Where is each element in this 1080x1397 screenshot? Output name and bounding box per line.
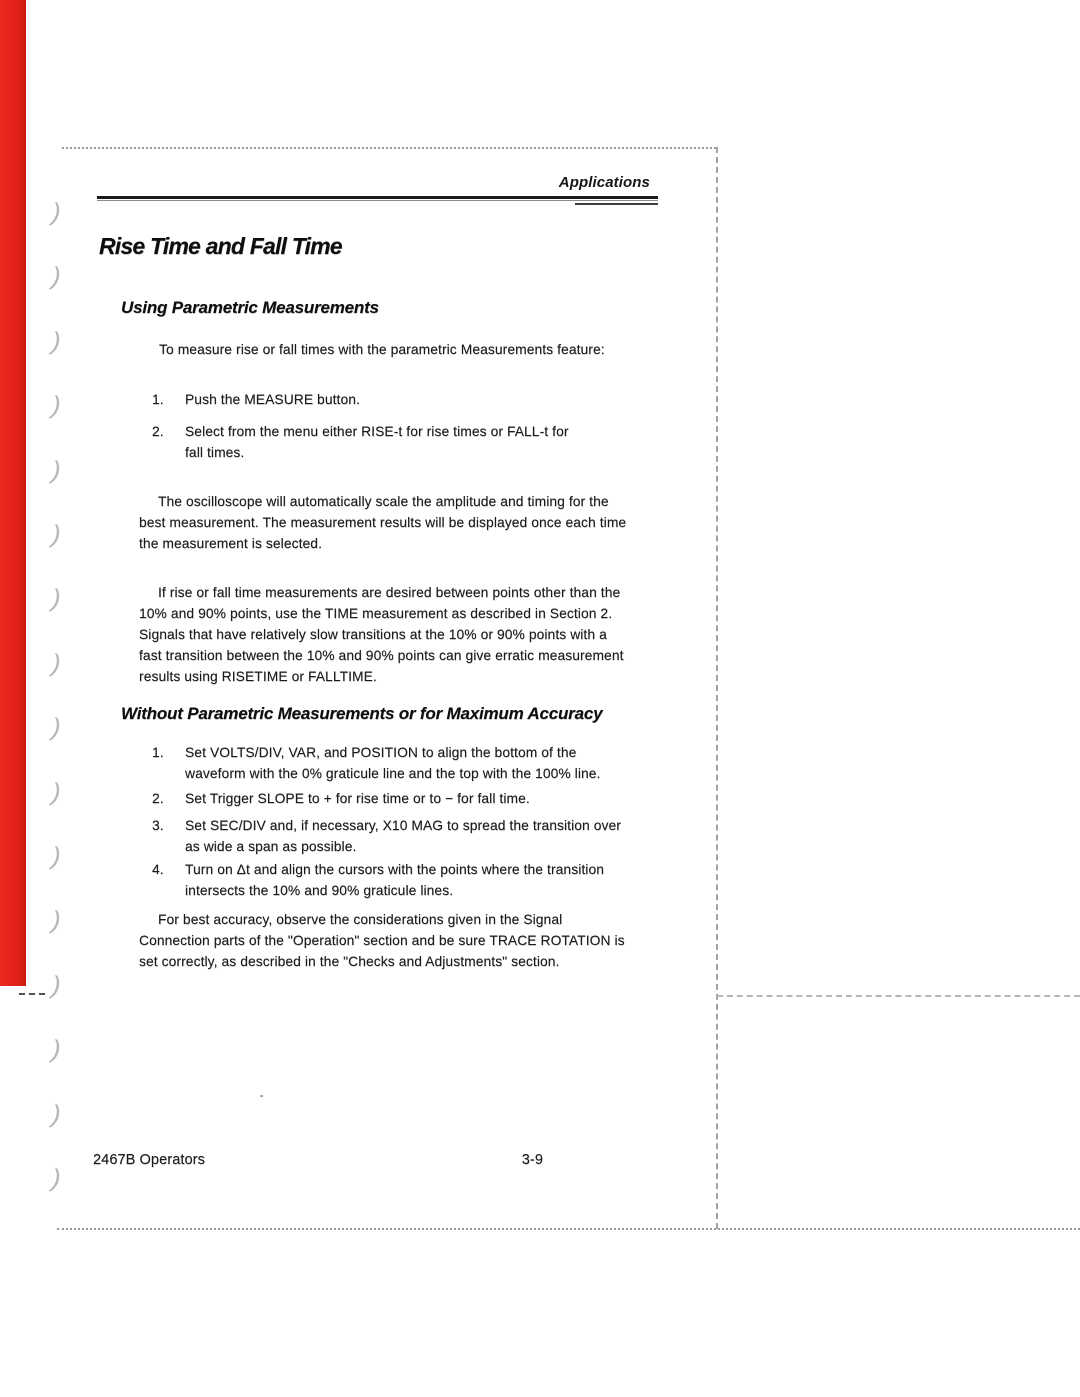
footer-document-name: 2467B Operators — [93, 1152, 205, 1168]
binding-mark-icon: ) — [50, 262, 62, 292]
binding-mark-icon: ) — [50, 970, 62, 1000]
paragraph: For best accuracy, observe the considerations given in the Signal Connection parts of the "Operation" section and be sure TRACE ROTATION is set correctly, as described in the "Checks and Adjustments" section. — [139, 912, 625, 969]
header-rule — [97, 196, 658, 199]
binding-mark-icon: ) — [50, 777, 62, 807]
binding-mark-icon: ) — [50, 713, 62, 742]
binding-mark-icon: ) — [50, 455, 62, 485]
intro-paragraph: To measure rise or fall times with the parametric Measurements feature: — [159, 342, 605, 357]
binding-mark-icon: ) — [50, 906, 62, 936]
underlying-sheet-edge-line — [717, 995, 1080, 997]
binding-mark-icon: ) — [50, 1099, 62, 1129]
list-item: Push the MEASURE button. — [185, 392, 360, 407]
paragraph: If rise or fall time measurements are desired between points other than the 10% and 90% points, use the TIME measurement as described in Section 2. Signals that have relatively slow transitions at the 10% or 90% points with a fast transition between the 10% and 90% points can give erratic measurement results using RISETIME or FALLTIME. — [139, 585, 624, 684]
scan-speck — [260, 1095, 263, 1097]
list-item: Set SEC/DIV and, if necessary, X10 MAG to spread the transition over as wide a span as possible. — [185, 818, 621, 854]
list-item: Turn on Δt and align the cursors with the points where the transition intersects the 10% and 90% graticule lines. — [185, 862, 605, 898]
section-heading-using-parametric: Using Parametric Measurements — [121, 298, 379, 317]
binding-mark-icon: ) — [50, 584, 62, 614]
page-edge-dotted-line-bottom — [57, 1228, 1080, 1230]
red-binding-stripe — [0, 0, 26, 986]
footer-page-number: 3-9 — [521, 1152, 543, 1168]
list-number: 3. — [152, 818, 164, 833]
list-number: 2. — [152, 791, 164, 806]
binding-mark-icon: ) — [50, 391, 62, 420]
list-number: 2. — [152, 424, 164, 439]
page-edge-line-right — [716, 147, 718, 1229]
binding-mark-icon: ) — [50, 520, 62, 549]
header-rule-shadow — [97, 200, 658, 201]
list-item: Set VOLTS/DIV, VAR, and POSITION to align the bottom of the waveform with the 0% graticule line and the top with the 100% line. — [185, 745, 601, 781]
running-header: Applications — [558, 174, 650, 191]
list-number: 1. — [152, 392, 164, 407]
binding-mark-icon: ) — [50, 1035, 62, 1064]
list-number: 1. — [152, 745, 164, 760]
page-edge-dotted-line-top — [62, 147, 716, 149]
left-margin-dash-mark — [19, 993, 45, 995]
paragraph: The oscilloscope will automatically scale the amplitude and timing for the best measurement. The measurement results will be displayed once each time the measurement is selected. — [139, 494, 627, 551]
page-title: Rise Time and Fall Time — [99, 233, 342, 259]
binding-mark-icon: ) — [50, 1164, 62, 1193]
list-item: Set Trigger SLOPE to + for rise time or to − for fall time. — [185, 791, 530, 806]
list-item: Select from the menu either RISE-t for rise times or FALL-t for fall times. — [185, 424, 569, 460]
section-heading-without-parametric: Without Parametric Measurements or for Maximum Accuracy — [121, 704, 603, 723]
binding-mark-icon: ) — [50, 326, 62, 356]
binding-mark-icon: ) — [50, 198, 62, 227]
binding-mark-icon: ) — [50, 842, 62, 871]
header-rule-fragment — [575, 203, 658, 205]
binding-mark-icon: ) — [50, 648, 62, 678]
list-number: 4. — [152, 862, 164, 877]
